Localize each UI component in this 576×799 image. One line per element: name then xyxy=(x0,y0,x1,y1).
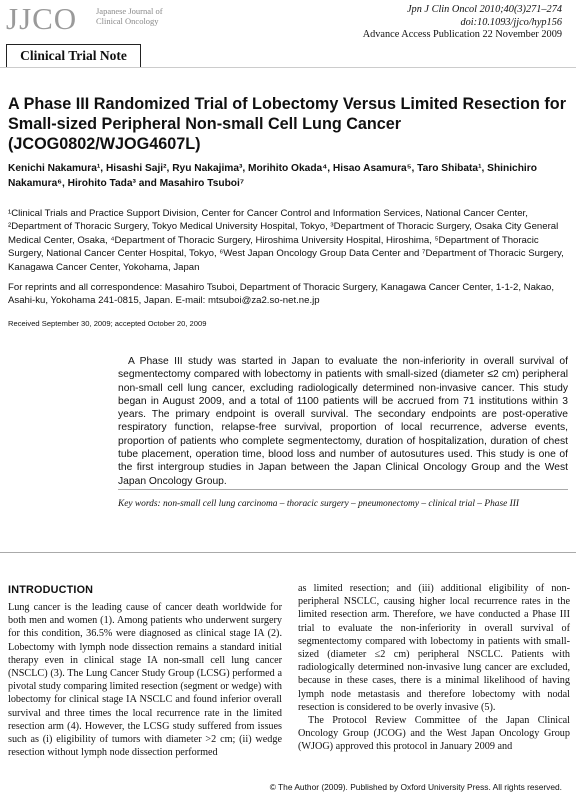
copyright: © The Author (2009). Published by Oxford University Press. All rights reserved. xyxy=(269,782,562,792)
advance-access: Advance Access Publication 22 November 2009 xyxy=(362,29,562,40)
intro-heading: INTRODUCTION xyxy=(8,584,94,596)
keywords: Key words: non-small cell lung carcinoma – thoracic surgery – pneumonectomy – clinical trial – Phase III xyxy=(118,499,519,509)
intro-paragraph-1-cont: as limited resection; and (iii) additional eligibility of non-peripheral NSCLC, causing higher local recurrence rates in the limited resection arm. Therefore, we have conducted a Phase III trial to evaluate the non-inferiority in overall survival of segmentectomy compared with lobectomy in patients with small-sized (diameter ≤2 cm) peripheral NSCLC. Patients with radiologically determined non-invasive lung cancer are excluded, because in these cases, there is a minimal likelihood of having lymph node metastasis and therefore lobectomy with nodal resection is considered to be overly invasive (5). xyxy=(298,583,570,713)
citation: Jpn J Clin Oncol 2010;40(3)271–274 xyxy=(406,4,562,15)
correspondence: For reprints and all correspondence: Masahiro Tsuboi, Department of Thoracic Surgery, Kanagawa Cancer Center, 1-1-2, Nakao, Asahi-ku, Yokohama 241-0815, Japan. E-mail: mtsuboi@za2.so-net.ne.jp xyxy=(8,282,555,307)
intro-paragraph-2: The Protocol Review Committee of the Japan Clinical Oncology Group (JCOG) and the West Japan Oncology Group (WJOG) approved this protocol in January 2009 and xyxy=(298,715,570,753)
section-divider xyxy=(0,552,576,553)
article-title: A Phase III Randomized Trial of Lobectomy Versus Limited Resection for Small-sized Peripheral Non-small Cell Lung Cancer (JCOG0802/WJOG4607L) xyxy=(8,95,566,153)
author-list: Kenichi Nakamura¹, Hisashi Saji², Ryu Nakajima³, Morihito Okada⁴, Hisao Asamura⁵, Taro Shibata¹, Shinichiro Nakamura⁶, Hirohito Tada³ and Masahiro Tsuboi⁷ xyxy=(8,163,537,189)
article-type-box xyxy=(6,44,141,68)
journal-logo xyxy=(6,1,163,42)
abstract: A Phase III study was started in Japan to evaluate the non-inferiority in overall survival of segmentectomy compared with lobectomy in patients with small-sized (diameter ≤2 cm) peripheral non-small cell lung cancer, excluding radiologically determined non-invasive cancer. This study began in August 2009, and a total of 1100 patients will be accrued from 71 institutions within 3 years. The primary endpoint is overall survival. The secondary endpoints are post-operative respiratory function, relapse-free survival, proportion of local recurrence, adverse events, proportion of patients who complete segmentectomy, duration of hospitalization, duration of chest tube placement, operation time, blood loss and number of autosutures used. This study is one of the first intergroup studies in Japan between the Japan Clinical Oncology Group and the West Japan Oncology Group. xyxy=(118,356,568,487)
body-column-right xyxy=(298,582,570,754)
body-column-left xyxy=(8,601,282,759)
keywords-divider xyxy=(118,489,568,490)
header-divider xyxy=(0,67,576,68)
journal-meta xyxy=(363,4,562,42)
affiliations: ¹Clinical Trials and Practice Support Division, Center for Cancer Control and Information Services, National Cancer Center, ²Department of Thoracic Surgery, Tokyo Medical University Hospital, Tokyo, ³Department of Thoracic Surgery, Osaka City General Medical Center, Osaka, ⁴Department of Thoracic Surgery, Hiroshima University Hospital, Hiroshima, ⁵Department of Thoracic Surgery, National Cancer Center Hospital, Tokyo, ⁶West Japan Oncology Group Data Center and ⁷Department of Thoracic Surgery, Kanagawa Cancer Center, Yokohama, Japan xyxy=(8,208,564,273)
doi: doi:10.1093/jjco/hyp156 xyxy=(460,16,562,28)
received-dates: Received September 30, 2009; accepted October 20, 2009 xyxy=(8,319,207,328)
logo-subtitle: Japanese Journal of Clinical Oncology xyxy=(96,6,163,26)
logo-text: JJCO xyxy=(6,1,78,36)
article-type: Clinical Trial Note xyxy=(20,48,127,63)
intro-paragraph-1: Lung cancer is the leading cause of cancer death worldwide for both men and women (1). Among patients who underwent surgery for this condition, 36.5% were diagnosed as clinical stage IA (2). Lobectomy with lymph node dissection remains a standard initial therapy even in clinical stage IA non-small cell lung cancer (NSCLC) (3). The Lung Cancer Study Group (LCSG) performed a pivotal study comparing limited resection (segment or wedge) with lobectomy for clinical stage IA NSCLC and found inferior overall survival and three times the local recurrence rate in the limited resection arm (4). However, the LCSG study suffered from issues such as (i) eligibility of tumors with diameter >2 cm; (ii) wedge resection without lymph node dissection performed xyxy=(8,602,282,759)
